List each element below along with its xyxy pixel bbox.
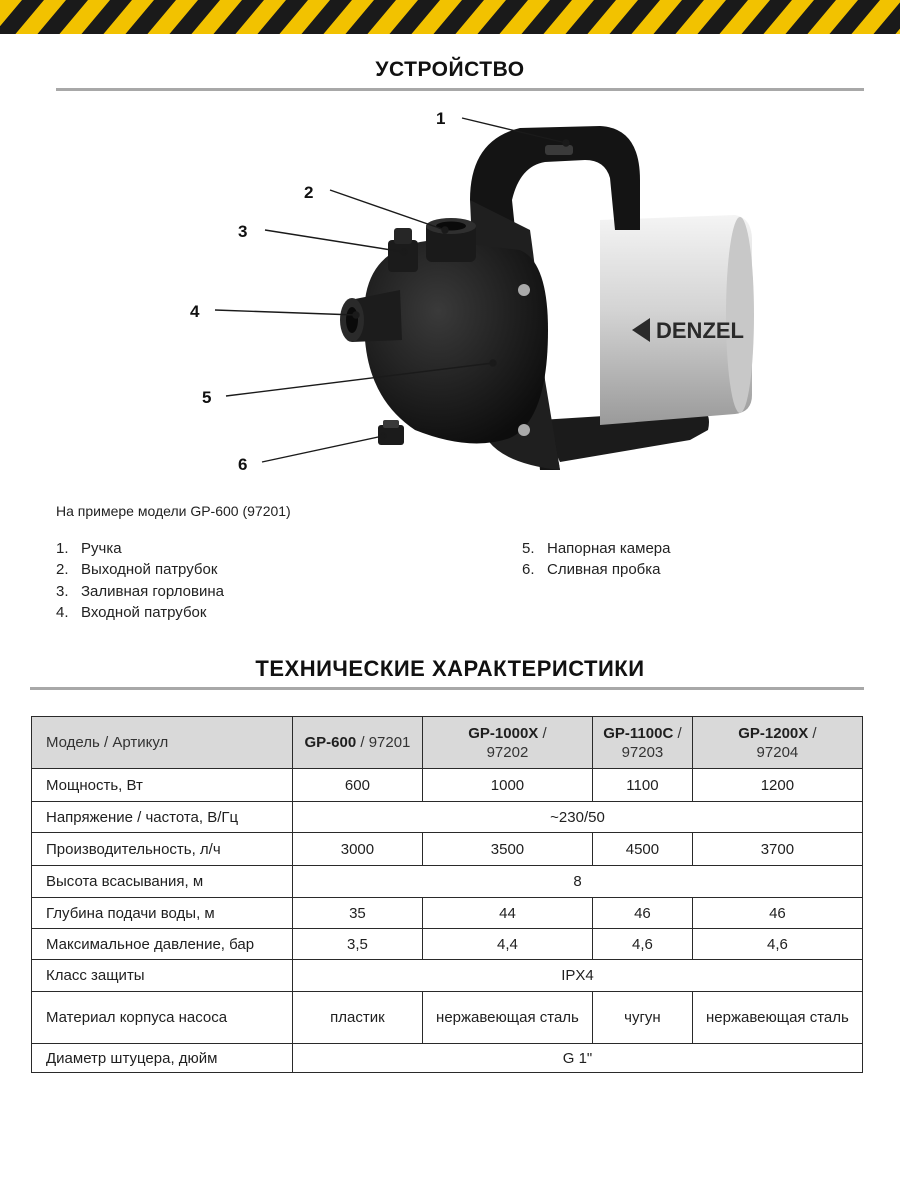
model-note: На примере модели GP-600 (97201) [56, 503, 291, 519]
table-cell: 3700 [692, 833, 862, 866]
table-cell: ~230/50 [293, 802, 863, 833]
header-label: Модель / Артикул [32, 717, 293, 769]
bolt [518, 424, 530, 436]
table-row [32, 960, 863, 992]
callout-3: 3 [238, 222, 248, 241]
table-row [32, 866, 863, 898]
table-cell: 44 [422, 898, 592, 929]
row-label: Мощность, Вт [32, 769, 293, 802]
header-model-cell: GP-1000X / 97202 [422, 717, 592, 769]
row-label: Класс защиты [32, 960, 293, 992]
table-row [32, 1044, 863, 1073]
table-cell: 4500 [593, 833, 693, 866]
table-cell: 1200 [692, 769, 862, 802]
parts-list-left [56, 538, 224, 623]
table-header-row [32, 717, 863, 769]
row-label: Производительность, л/ч [32, 833, 293, 866]
hazard-stripe-banner [0, 0, 900, 34]
callout-1: 1 [436, 109, 446, 128]
list-item: 3. Заливная горловина [56, 582, 224, 600]
brand-logo-text: DENZEL [656, 318, 744, 343]
table-cell: 1100 [593, 769, 693, 802]
callout-6: 6 [238, 455, 248, 474]
table-cell: 46 [593, 898, 693, 929]
filler-cap [388, 240, 418, 272]
table-row [32, 802, 863, 833]
row-label: Диаметр штуцера, дюйм [32, 1044, 293, 1073]
list-item: 2. Выходной патрубок [56, 561, 218, 579]
table-cell: нержавеющая сталь [422, 992, 592, 1044]
brand-logo [632, 318, 744, 343]
table-cell: пластик [293, 992, 423, 1044]
table-row [32, 898, 863, 929]
specs-table [31, 716, 863, 1073]
parts-list-right [522, 538, 670, 581]
callout-4: 4 [190, 302, 200, 321]
table-cell: G 1" [293, 1044, 863, 1073]
table-cell: 46 [692, 898, 862, 929]
table-cell: 35 [293, 898, 423, 929]
table-cell: 3000 [293, 833, 423, 866]
list-item: 1. Ручка [56, 540, 122, 557]
row-label: Материал корпуса насоса [32, 992, 293, 1044]
table-cell: 4,6 [692, 929, 862, 960]
header-model-cell: GP-1100C / 97203 [593, 717, 693, 769]
pump-illustration [0, 95, 900, 495]
table-cell: нержавеющая сталь [692, 992, 862, 1044]
device-section-title: УСТРОЙСТВО [375, 58, 525, 81]
table-row [32, 769, 863, 802]
header-model-cell: GP-600 / 97201 [293, 717, 423, 769]
table-cell: 4,6 [593, 929, 693, 960]
callout-2: 2 [304, 183, 314, 202]
handle-grip [545, 145, 573, 155]
table-cell: 3,5 [293, 929, 423, 960]
bolt [518, 284, 530, 296]
title-divider [56, 88, 864, 91]
table-cell: 4,4 [422, 929, 592, 960]
table-row [32, 833, 863, 866]
table-cell: IPX4 [293, 960, 863, 992]
specs-section-title: ТЕХНИЧЕСКИЕ ХАРАКТЕРИСТИКИ [255, 656, 645, 681]
table-cell: чугун [593, 992, 693, 1044]
table-row [32, 929, 863, 960]
row-label: Высота всасывания, м [32, 866, 293, 898]
table-cell: 3500 [422, 833, 592, 866]
table-cell: 8 [293, 866, 863, 898]
title-divider [30, 687, 864, 690]
list-item: 6. Сливная пробка [522, 561, 661, 579]
list-item: 4. Входной патрубок [56, 603, 207, 621]
list-item: 5. Напорная камера [522, 540, 671, 557]
row-label: Напряжение / частота, В/Гц [32, 802, 293, 833]
header-model-cell: GP-1200X / 97204 [692, 717, 862, 769]
table-cell: 1000 [422, 769, 592, 802]
row-label: Максимальное давление, бар [32, 929, 293, 960]
row-label: Глубина подачи воды, м [32, 898, 293, 929]
table-row [32, 992, 863, 1044]
motor-end-cap [726, 217, 754, 413]
table-cell: 600 [293, 769, 423, 802]
callout-5: 5 [202, 388, 212, 407]
